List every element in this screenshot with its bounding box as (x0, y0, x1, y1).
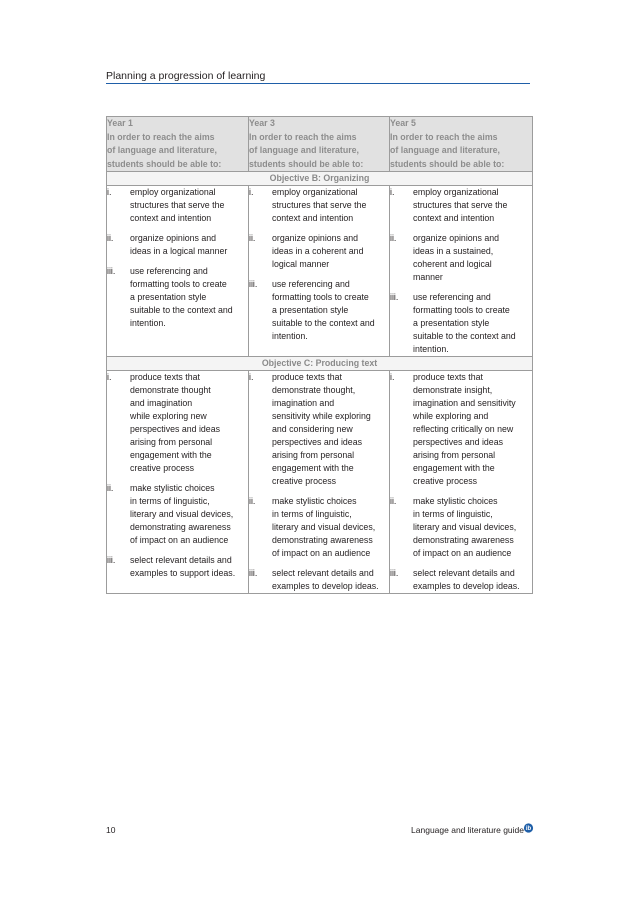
item-line: arising from personal (413, 450, 496, 460)
year-5-header (390, 117, 533, 172)
year-label: Year 1 (107, 118, 133, 128)
list-item (249, 186, 389, 225)
item-number: iii. (249, 279, 258, 289)
item-line: sensitivity while exploring (272, 411, 371, 421)
list-item (249, 567, 389, 593)
item-line: of impact on an audience (413, 548, 512, 558)
item-line: organize opinions and (272, 233, 359, 243)
item-line: demonstrating awareness (130, 522, 231, 532)
header-line: of language and literature, (249, 145, 359, 155)
objective-c-year-1 (107, 371, 249, 594)
item-line: imagination and (272, 398, 335, 408)
item-line: use referencing and (413, 292, 491, 302)
objective-b-title: Objective B: Organizing (107, 172, 533, 186)
list-item (390, 186, 532, 225)
item-line: ideas in a logical manner (130, 246, 228, 256)
item-line: intention. (413, 344, 449, 354)
item-line: demonstrate thought (130, 385, 211, 395)
header-line: students should be able to: (249, 158, 364, 169)
running-header: Planning a progression of learning (106, 70, 266, 82)
list-item (390, 232, 532, 284)
objective-c-title: Objective C: Producing text (107, 357, 533, 371)
item-line: organize opinions and (413, 233, 500, 243)
progression-table (106, 116, 533, 594)
item-line: demonstrate thought, (272, 385, 356, 395)
item-number: i. (390, 187, 395, 197)
item-line: a presentation style (130, 292, 207, 302)
header-line: In order to reach the aims (390, 131, 498, 142)
objective-b-row (107, 186, 533, 357)
item-number: i. (249, 187, 254, 197)
item-line: suitable to the context and (272, 318, 375, 328)
list-item (249, 495, 389, 560)
item-line: examples to support ideas. (130, 568, 236, 578)
item-line: produce texts that (272, 372, 342, 382)
item-line: select relevant details and (130, 555, 232, 565)
objective-c-year-5 (390, 371, 533, 594)
item-line: perspectives and ideas (413, 437, 503, 447)
item-line: perspectives and ideas (130, 424, 220, 434)
item-line: structures that serve the (130, 200, 225, 210)
item-line: intention. (272, 331, 308, 341)
item-line: coherent and logical (413, 259, 492, 269)
item-text (130, 371, 248, 475)
item-text (413, 232, 532, 284)
item-line: employ organizational (130, 187, 216, 197)
list-item (390, 371, 532, 488)
item-text (413, 495, 532, 560)
item-number: iii. (390, 292, 399, 302)
item-line: demonstrating awareness (413, 535, 514, 545)
item-line: formatting tools to create (413, 305, 510, 315)
item-number: iii. (249, 568, 258, 578)
list-item (249, 232, 389, 271)
item-number: ii. (249, 233, 256, 243)
item-line: creative process (272, 476, 337, 486)
guide-title: Language and literature guide (411, 825, 524, 835)
item-line: select relevant details and (272, 568, 374, 578)
item-text (130, 554, 248, 580)
item-line: engagement with the (130, 450, 212, 460)
item-line: of impact on an audience (130, 535, 229, 545)
item-line: in terms of linguistic, (413, 509, 493, 519)
item-text (130, 186, 248, 225)
item-text (413, 567, 532, 593)
item-text (130, 482, 248, 547)
item-line: examples to develop ideas. (272, 581, 379, 591)
ib-logo-icon (522, 821, 534, 833)
item-line: formatting tools to create (272, 292, 369, 302)
header-line: students should be able to: (107, 158, 222, 169)
item-line: perspectives and ideas (272, 437, 362, 447)
list-item (107, 554, 248, 580)
item-line: ideas in a coherent and (272, 246, 364, 256)
item-line: and considering new (272, 424, 353, 434)
item-text (130, 232, 248, 258)
item-line: logical manner (272, 259, 330, 269)
header-line: In order to reach the aims (249, 131, 357, 142)
item-number: i. (249, 372, 254, 382)
item-number: i. (107, 372, 112, 382)
item-line: suitable to the context and (130, 305, 233, 315)
item-line: manner (413, 272, 443, 282)
item-number: iii. (107, 266, 116, 276)
header-line: of language and literature, (390, 145, 500, 155)
item-number: ii. (390, 233, 397, 243)
item-line: of impact on an audience (272, 548, 371, 558)
item-line: engagement with the (413, 463, 495, 473)
item-line: context and intention (413, 213, 495, 223)
item-number: i. (390, 372, 395, 382)
item-line: in terms of linguistic, (130, 496, 210, 506)
objective-c-year-3 (249, 371, 390, 594)
item-line: literary and visual devices, (413, 522, 517, 532)
item-line: produce texts that (413, 372, 483, 382)
year-3-header (249, 117, 390, 172)
objective-c-row (107, 371, 533, 594)
item-line: and imagination (130, 398, 193, 408)
item-line: ideas in a sustained, (413, 246, 494, 256)
item-line: literary and visual devices, (130, 509, 234, 519)
header-rule (106, 83, 530, 84)
item-line: examples to develop ideas. (413, 581, 520, 591)
item-text (272, 278, 389, 343)
item-line: employ organizational (272, 187, 358, 197)
item-line: creative process (413, 476, 478, 486)
list-item (390, 291, 532, 356)
item-number: i. (107, 187, 112, 197)
item-text (272, 186, 389, 225)
item-number: ii. (249, 496, 256, 506)
item-line: use referencing and (130, 266, 208, 276)
year-1-header (107, 117, 249, 172)
list-item (249, 278, 389, 343)
item-line: structures that serve the (272, 200, 367, 210)
item-text (130, 265, 248, 330)
year-label: Year 5 (390, 118, 416, 128)
item-line: organize opinions and (130, 233, 217, 243)
item-text (272, 495, 389, 560)
item-line: use referencing and (272, 279, 350, 289)
item-number: ii. (107, 233, 114, 243)
list-item (249, 371, 389, 488)
header-line: of language and literature, (107, 145, 217, 155)
item-text (413, 291, 532, 356)
svg-text:ib: ib (525, 826, 532, 833)
item-line: structures that serve the (413, 200, 508, 210)
item-number: ii. (107, 483, 114, 493)
item-number: ii. (390, 496, 397, 506)
list-item (107, 232, 248, 258)
item-line: select relevant details and (413, 568, 515, 578)
item-line: engagement with the (272, 463, 354, 473)
item-text (272, 232, 389, 271)
item-line: a presentation style (272, 305, 349, 315)
item-line: make stylistic choices (413, 496, 498, 506)
item-line: creative process (130, 463, 195, 473)
item-line: while exploring new (130, 411, 207, 421)
item-line: demonstrating awareness (272, 535, 373, 545)
list-item (107, 265, 248, 330)
item-text (272, 567, 389, 593)
header-line: students should be able to: (390, 158, 505, 169)
year-header-row (107, 117, 533, 172)
item-line: arising from personal (130, 437, 213, 447)
list-item (390, 567, 532, 593)
header-line: In order to reach the aims (107, 131, 215, 142)
item-text (413, 186, 532, 225)
objective-b-year-3 (249, 186, 390, 357)
page-number: 10 (106, 825, 116, 835)
item-line: formatting tools to create (130, 279, 227, 289)
item-line: context and intention (130, 213, 212, 223)
item-number: iii. (107, 555, 116, 565)
list-item (107, 482, 248, 547)
item-line: a presentation style (413, 318, 490, 328)
item-line: literary and visual devices, (272, 522, 376, 532)
item-text (413, 371, 532, 488)
item-line: in terms of linguistic, (272, 509, 352, 519)
year-label: Year 3 (249, 118, 275, 128)
item-line: intention. (130, 318, 166, 328)
item-number: iii. (390, 568, 399, 578)
list-item (107, 371, 248, 475)
list-item (107, 186, 248, 225)
objective-b-year-1 (107, 186, 249, 357)
item-line: demonstrate insight, (413, 385, 493, 395)
objective-b-year-5 (390, 186, 533, 357)
item-line: imagination and sensitivity (413, 398, 516, 408)
item-line: context and intention (272, 213, 354, 223)
item-line: make stylistic choices (130, 483, 215, 493)
list-item (390, 495, 532, 560)
item-line: reflecting critically on new (413, 424, 514, 434)
item-line: employ organizational (413, 187, 499, 197)
item-line: suitable to the context and (413, 331, 516, 341)
item-line: arising from personal (272, 450, 355, 460)
item-text (272, 371, 389, 488)
item-line: while exploring and (413, 411, 489, 421)
item-line: make stylistic choices (272, 496, 357, 506)
item-line: produce texts that (130, 372, 200, 382)
